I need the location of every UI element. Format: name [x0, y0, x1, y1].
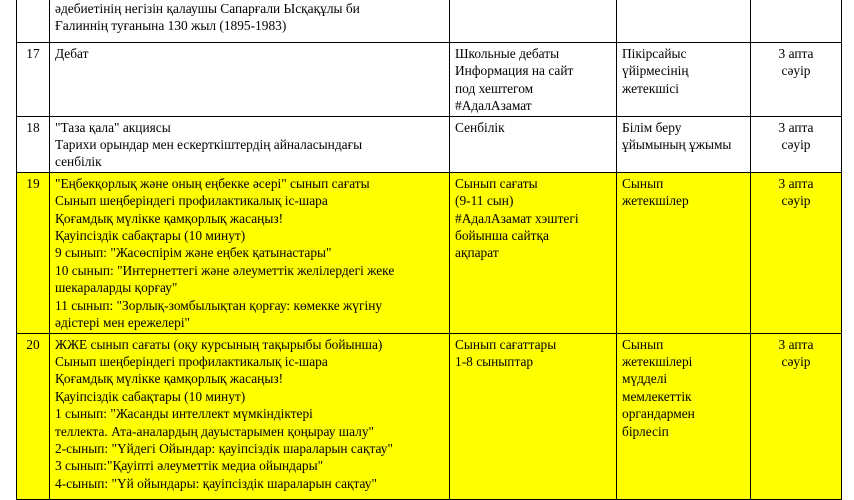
event-line: Ғалиннің туғанына 130 жыл (1895-1983) [55, 18, 287, 34]
responsible-cell [617, 172, 751, 333]
table-row [17, 116, 842, 172]
table-row [17, 43, 842, 117]
date-cell [751, 172, 842, 333]
row-number-cell [17, 0, 50, 43]
responsible-line: Сынып [622, 175, 664, 191]
responsible-line: Білім беру [622, 119, 682, 135]
format-cell [450, 0, 617, 43]
date-line: сәуір [781, 137, 811, 153]
format-line: Сынып сағаттары [455, 336, 557, 352]
format-cell [450, 333, 617, 499]
responsible-line: мүдделі [622, 371, 668, 387]
date-cell [751, 43, 842, 117]
table-row [17, 0, 842, 43]
row-number-cell [17, 116, 50, 172]
responsible-line: Пікірсайыс [622, 46, 687, 61]
event-plan-table [16, 0, 842, 500]
format-cell [450, 116, 617, 172]
event-line: шекараларды қорғау" [55, 280, 178, 296]
responsible-line: үйірмесінің [622, 63, 689, 79]
event-cell [50, 333, 450, 499]
format-line: ақпарат [455, 245, 499, 261]
date-cell [751, 0, 842, 43]
event-line: әдебиетінің негізін қалаушы Сапарғали Ысқақұлы би [55, 1, 360, 16]
event-line: 4-сынып: "Үй ойындары: қауіпсіздік шараларын сақтау" [55, 475, 377, 491]
responsible-line: мемлекеттік [622, 388, 692, 404]
responsible-line: жетекшілері [622, 353, 693, 369]
responsible-cell [617, 0, 751, 43]
row-number: 17 [26, 46, 40, 61]
format-line: #АдалАзамат [455, 98, 532, 114]
row-number: 20 [26, 336, 40, 352]
event-cell [50, 0, 450, 43]
event-line: әдістері мен ережелері" [55, 315, 191, 331]
event-cell [50, 43, 450, 117]
row-number: 19 [26, 175, 40, 191]
format-line: #АдалАзамат хэштегі [455, 210, 579, 226]
event-line: 9 сынып: "Жасөспірім және еңбек қатынастары" [55, 245, 332, 261]
event-line: Қауіпсіздік сабақтары (10 минут) [55, 228, 246, 244]
responsible-line: Сынып [622, 336, 664, 352]
event-cell [50, 172, 450, 333]
event-line: Қауіпсіздік сабақтары (10 минут) [55, 388, 246, 404]
responsible-line: бірлесіп [622, 423, 669, 439]
event-line: Тарихи орындар мен ескерткіштердің айналасындағы [55, 137, 363, 153]
format-line: Школьные дебаты [455, 46, 560, 61]
event-line: "Таза қала" акциясы [55, 119, 171, 135]
responsible-cell [617, 333, 751, 499]
responsible-line: жетекшісі [622, 80, 680, 96]
event-line: 2-сынып: "Үйдегі Ойындар: қауіпсіздік шараларын сақтау" [55, 440, 393, 456]
date-line: 3 апта [778, 336, 814, 352]
responsible-line: органдармен [622, 406, 695, 422]
date-line: 3 апта [778, 175, 814, 191]
format-line: бойынша сайтқа [455, 228, 549, 244]
row-number-cell [17, 333, 50, 499]
date-cell [751, 116, 842, 172]
event-line: 11 сынып: "Зорлық-зомбылықтан қорғау: көмекке жүгіну [55, 297, 383, 313]
row-number-cell [17, 43, 50, 117]
event-line: Қоғамдық мүлікке қамқорлық жасаңыз! [55, 210, 284, 226]
format-line: Сенбілік [455, 119, 505, 135]
event-cell [50, 116, 450, 172]
event-line: Қоғамдық мүлікке қамқорлық жасаңыз! [55, 371, 284, 387]
format-line: Сынып сағаты [455, 175, 538, 191]
event-line: Дебат [55, 46, 89, 61]
event-line: 3 сынып:"Қауіпті әлеуметтік медиа ойындары" [55, 458, 324, 474]
format-line: под хештегом [455, 80, 534, 96]
row-number: 18 [26, 119, 40, 135]
format-line: Информация на сайт [455, 63, 574, 79]
date-line: 3 апта [778, 119, 814, 135]
responsible-cell [617, 116, 751, 172]
date-cell [751, 333, 842, 499]
responsible-cell [617, 43, 751, 117]
format-line: (9-11 сын) [455, 193, 514, 209]
event-line: теллекта. Ата-аналардың дауыстарымен қоңырау шалу" [55, 423, 375, 439]
date-line: сәуір [781, 353, 811, 369]
date-line: сәуір [781, 63, 811, 79]
date-line: 3 апта [778, 46, 814, 61]
event-line: ЖЖЕ сынып сағаты (оқу курсының тақырыбы бойынша) [55, 336, 383, 352]
date-line: сәуір [781, 193, 811, 209]
format-cell [450, 43, 617, 117]
row-number-cell [17, 172, 50, 333]
event-line: Сынып шеңберіндегі профилактикалық іс-шара [55, 353, 328, 369]
responsible-line: ұйымының ұжымы [622, 137, 732, 153]
event-line: Сынып шеңберіндегі профилактикалық іс-шара [55, 193, 328, 209]
table-row [17, 333, 842, 499]
event-line: 10 сынып: "Интернеттегі және әлеуметтік желілердегі жеке [55, 262, 395, 278]
table-row [17, 172, 842, 333]
event-line: сенбілік [55, 154, 102, 170]
event-line: 1 сынып: "Жасанды интеллект мүмкіндіктері [55, 406, 313, 422]
responsible-line: жетекшілер [622, 193, 689, 209]
event-line: "Еңбекқорлық және оның еңбекке әсері" сынып сағаты [55, 175, 370, 191]
format-cell [450, 172, 617, 333]
format-line: 1-8 сыныптар [455, 353, 534, 369]
